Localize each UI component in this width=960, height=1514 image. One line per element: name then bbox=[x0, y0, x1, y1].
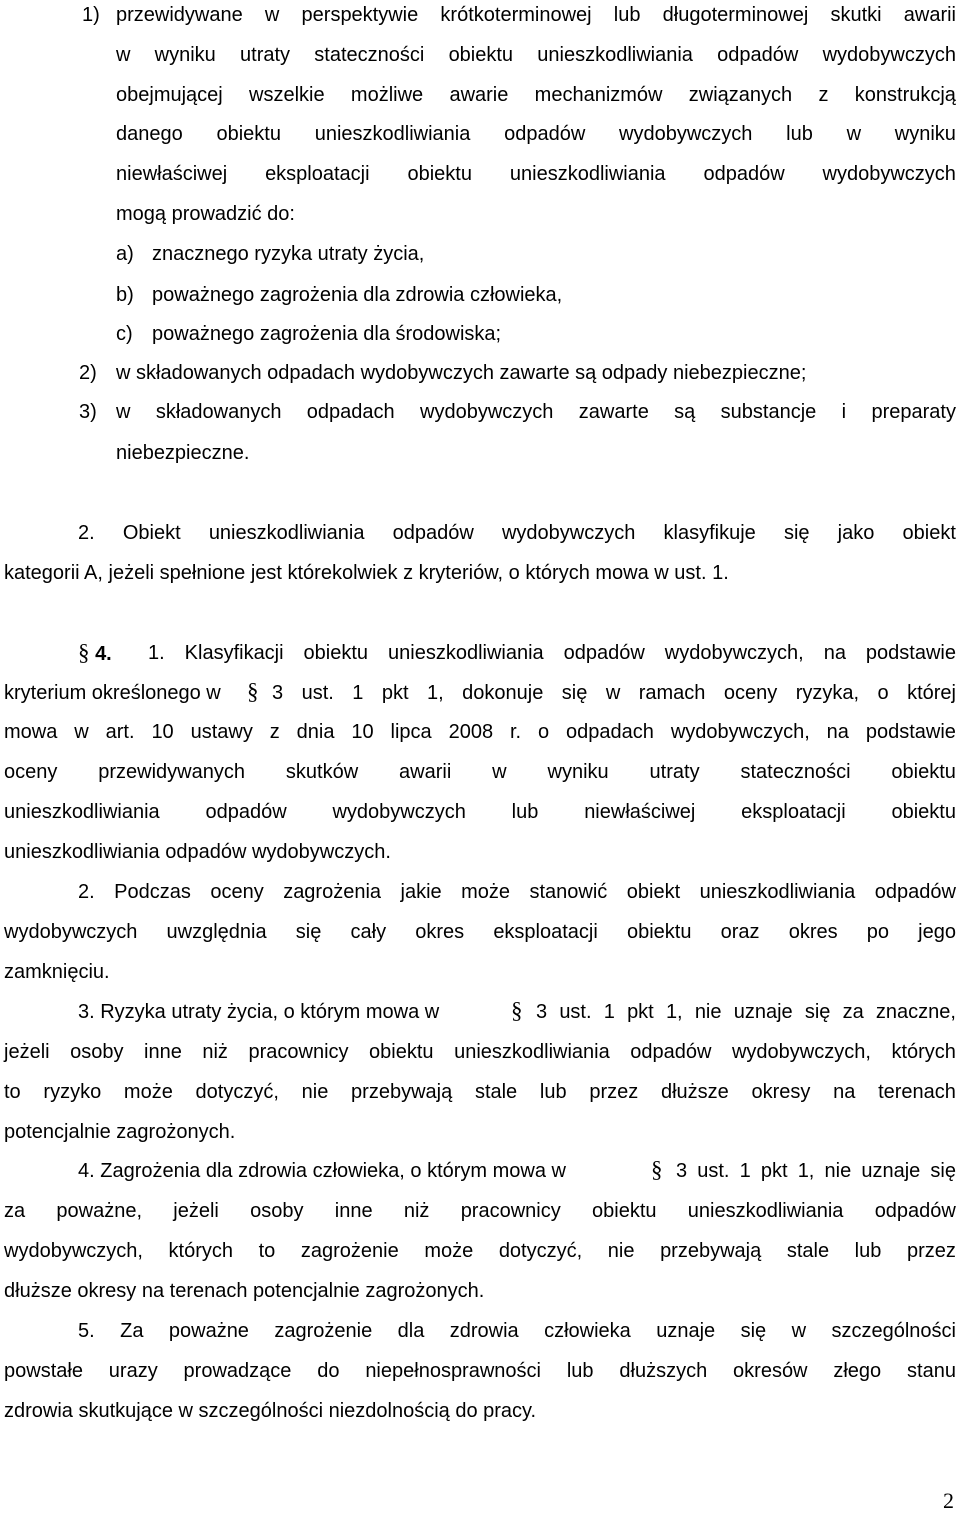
sub-item-letter: a) bbox=[116, 243, 134, 265]
paragraph-line: 3 ust. 1 pkt 1, dokonuje się w ramach oceny ryzyka, o której bbox=[272, 682, 956, 704]
paragraph-line: 1. Klasyfikacji obiektu unieszkodliwiania odpadów wydobywczych, na podstawie bbox=[148, 642, 956, 664]
paragraph-line: wydobywczych uwzględnia się cały okres eksploatacji obiektu oraz okres po jego bbox=[4, 921, 956, 943]
page-number: 2 bbox=[943, 1488, 954, 1513]
paragraph-line: unieszkodliwiania odpadów wydobywczych lub niewłaściwej eksploatacji obiektu bbox=[4, 801, 956, 823]
paragraph-line: wydobywczych, których to zagrożenie może dotyczyć, nie przebywają stale lub przez bbox=[4, 1240, 956, 1262]
section-number: 4. bbox=[95, 643, 112, 665]
paragraph-line: danego obiektu unieszkodliwiania odpadów wydobywczych lub w wyniku bbox=[116, 123, 956, 145]
section-sign: § bbox=[651, 1157, 663, 1182]
paragraph-line: 3. Ryzyka utraty życia, o którym mowa w bbox=[78, 1001, 440, 1023]
sub-item-text: poważnego zagrożenia dla środowiska; bbox=[152, 323, 502, 345]
paragraph-line: dłuższe okresy na terenach potencjalnie zagrożonych. bbox=[4, 1280, 485, 1302]
paragraph-line: niewłaściwej eksploatacji obiektu unieszkodliwiania odpadów wydobywczych bbox=[116, 163, 956, 185]
sub-item-letter: b) bbox=[116, 284, 134, 306]
paragraph-line: niebezpieczne. bbox=[116, 442, 250, 464]
list-number: 2) bbox=[79, 362, 97, 384]
paragraph-line: w składowanych odpadach wydobywczych zawarte są odpady niebezpieczne; bbox=[116, 362, 807, 384]
paragraph-line: mogą prowadzić do: bbox=[116, 203, 295, 225]
section-sign: § bbox=[78, 640, 90, 665]
paragraph-line: zdrowia skutkujące w szczególności niezdolnością do pracy. bbox=[4, 1400, 537, 1422]
paragraph-line: przewidywane w perspektywie krótkoterminowej lub długoterminowej skutki awarii bbox=[116, 4, 956, 26]
paragraph-line: 3 ust. 1 pkt 1, nie uznaje się bbox=[676, 1160, 956, 1182]
sub-item-text: poważnego zagrożenia dla zdrowia człowieka, bbox=[152, 284, 563, 306]
paragraph-line: 2. Podczas oceny zagrożenia jakie może stanowić obiekt unieszkodliwiania odpadów bbox=[78, 881, 956, 903]
paragraph-line: w wyniku utraty stateczności obiektu unieszkodliwiania odpadów wydobywczych bbox=[116, 44, 956, 66]
paragraph-line: jeżeli osoby inne niż pracownicy obiektu unieszkodliwiania odpadów wydobywczych, których bbox=[4, 1041, 956, 1063]
section-heading bbox=[78, 641, 112, 666]
sub-item-text: znacznego ryzyka utraty życia, bbox=[152, 243, 425, 265]
paragraph-line: 2. Obiekt unieszkodliwiania odpadów wydobywczych klasyfikuje się jako obiekt bbox=[78, 522, 956, 544]
paragraph-line: 5. Za poważne zagrożenie dla zdrowia człowieka uznaje się w szczególności bbox=[78, 1320, 956, 1342]
paragraph-line: mowa w art. 10 ustawy z dnia 10 lipca 2008 r. o odpadach wydobywczych, na podstawie bbox=[4, 721, 956, 743]
paragraph-line: kryterium określonego w bbox=[4, 682, 221, 704]
paragraph-line: 3 ust. 1 pkt 1, nie uznaje się za znaczne, bbox=[536, 1001, 956, 1023]
paragraph-line: powstałe urazy prowadzące do niepełnosprawności lub dłuższych okresów złego stanu bbox=[4, 1360, 956, 1382]
paragraph-line: obejmującej wszelkie możliwe awarie mechanizmów związanych z konstrukcją bbox=[116, 84, 956, 106]
list-number: 3) bbox=[79, 401, 97, 423]
paragraph-line: zamknięciu. bbox=[4, 961, 110, 983]
section-sign: § bbox=[247, 679, 259, 704]
list-number: 1) bbox=[82, 4, 100, 26]
paragraph-line: to ryzyko może dotyczyć, nie przebywają stale lub przez dłuższe okresy na terenach bbox=[4, 1081, 956, 1103]
paragraph-line: za poważne, jeżeli osoby inne niż pracownicy obiektu unieszkodliwiania odpadów bbox=[4, 1200, 956, 1222]
paragraph-line: unieszkodliwiania odpadów wydobywczych. bbox=[4, 841, 391, 863]
paragraph-line: 4. Zagrożenia dla zdrowia człowieka, o którym mowa w bbox=[78, 1160, 566, 1182]
section-sign: § bbox=[511, 998, 523, 1023]
paragraph-line: kategorii A, jeżeli spełnione jest którekolwiek z kryteriów, o których mowa w ust. 1. bbox=[4, 562, 729, 584]
paragraph-line: w składowanych odpadach wydobywczych zawarte są substancje i preparaty bbox=[116, 401, 956, 423]
sub-item-letter: c) bbox=[116, 323, 133, 345]
paragraph-line: oceny przewidywanych skutków awarii w wyniku utraty stateczności obiektu bbox=[4, 761, 956, 783]
paragraph-line: potencjalnie zagrożonych. bbox=[4, 1121, 236, 1143]
